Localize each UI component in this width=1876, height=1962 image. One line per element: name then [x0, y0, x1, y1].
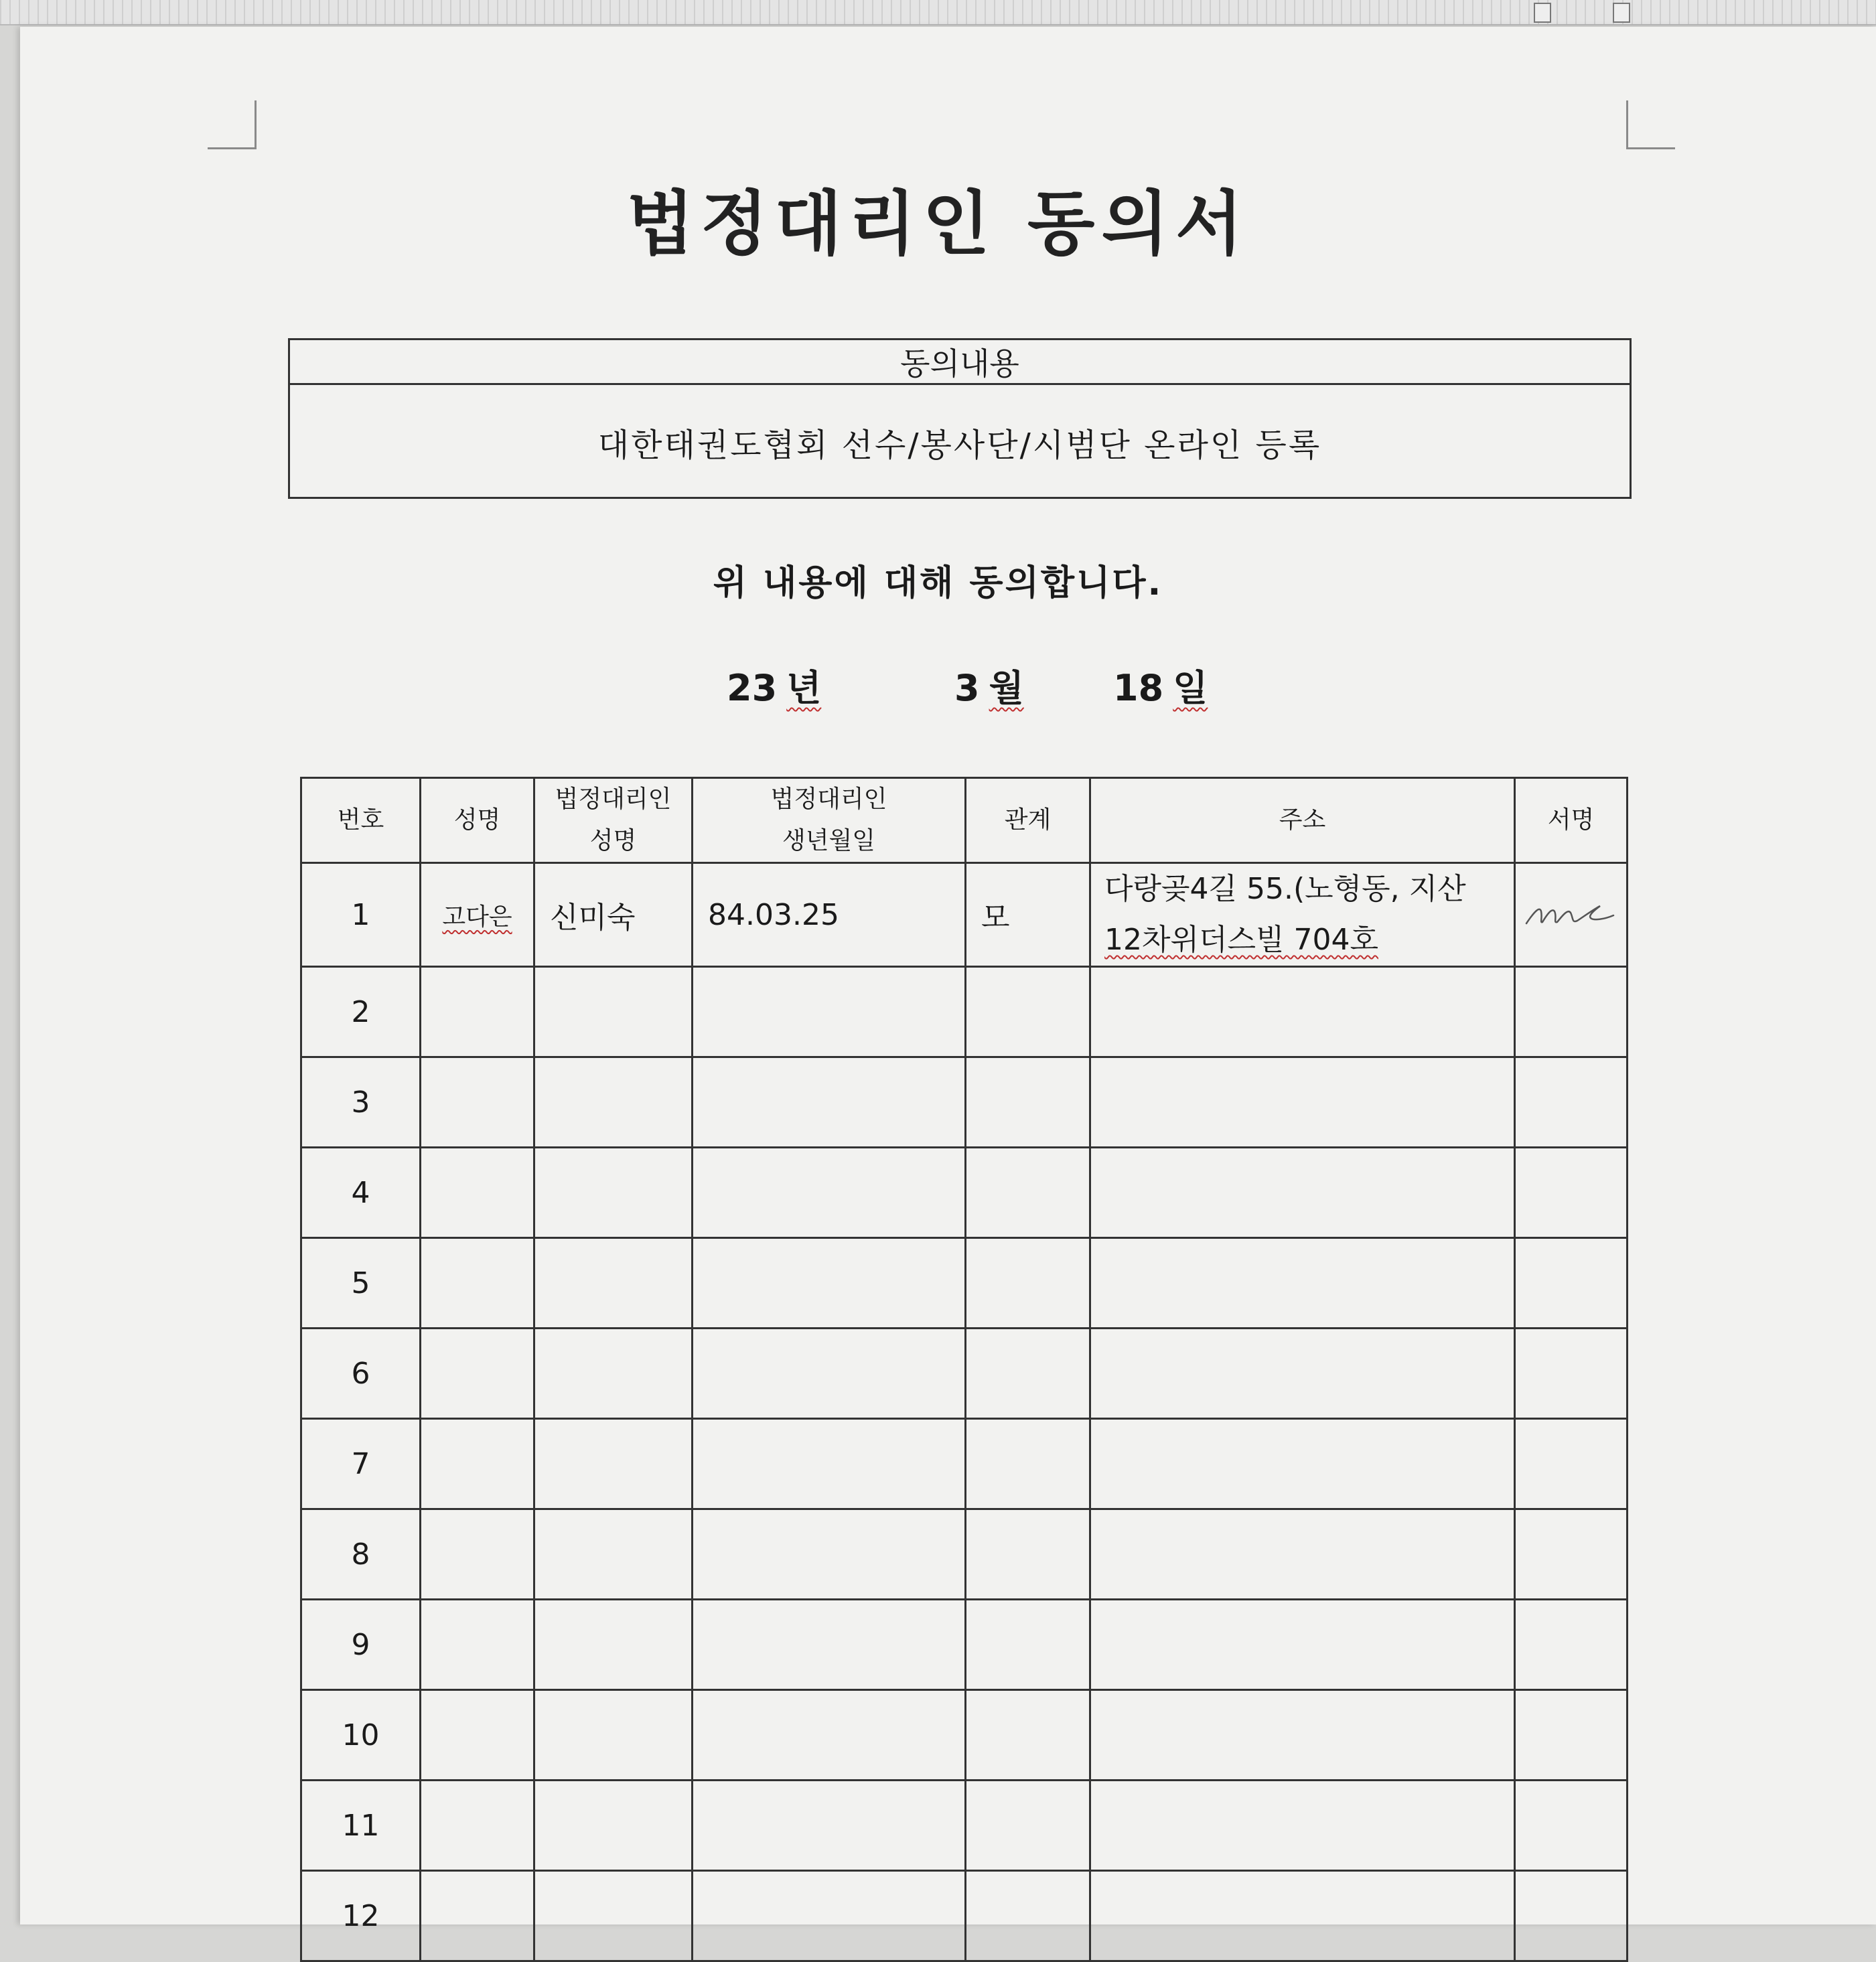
cell-relation[interactable]: [966, 1238, 1090, 1329]
cell-name[interactable]: [421, 1600, 534, 1690]
cell-number[interactable]: 6: [301, 1329, 421, 1419]
cell-name[interactable]: [421, 1781, 534, 1871]
cell-relation[interactable]: [966, 1600, 1090, 1690]
cell-name[interactable]: [421, 1148, 534, 1238]
date-year-unit: 년: [786, 667, 822, 709]
cell-address-line1: 다랑곶4길 55.(노형동, 지산: [1104, 872, 1466, 906]
document-title: 법정대리인 동의서: [626, 183, 1250, 265]
cell-number[interactable]: 1: [301, 863, 421, 967]
table-row: [301, 1781, 1628, 1871]
cell-relation[interactable]: [966, 1509, 1090, 1600]
header-guardian-name: [534, 778, 693, 863]
cell-signature[interactable]: [1515, 1057, 1628, 1148]
cell-guardian-name[interactable]: [534, 1148, 693, 1238]
cell-name[interactable]: [421, 863, 534, 967]
cell-guardian-birth[interactable]: [693, 1238, 966, 1329]
cell-guardian-birth[interactable]: 84.03.25: [693, 863, 966, 967]
consent-content-header: 동의내용: [290, 340, 1630, 385]
handwritten-signature: [1521, 891, 1621, 931]
header-relation: 관계: [966, 778, 1090, 863]
cell-address[interactable]: [1090, 1148, 1515, 1238]
cell-relation[interactable]: [966, 1690, 1090, 1781]
cell-guardian-name[interactable]: [534, 1781, 693, 1871]
table-row: [301, 1600, 1628, 1690]
cell-guardian-birth[interactable]: [693, 1690, 966, 1781]
table-row: [301, 1690, 1628, 1781]
date-day: [1113, 660, 1208, 711]
cell-signature[interactable]: [1515, 1690, 1628, 1781]
cell-name[interactable]: [421, 1871, 534, 1961]
cell-address[interactable]: [1090, 1057, 1515, 1148]
cell-number[interactable]: 12: [301, 1871, 421, 1961]
cell-relation[interactable]: [966, 1781, 1090, 1871]
cell-signature[interactable]: [1515, 1238, 1628, 1329]
date-month: [954, 660, 1024, 711]
date-year: [727, 660, 821, 711]
cell-guardian-birth[interactable]: [693, 1509, 966, 1600]
cell-relation[interactable]: [966, 1419, 1090, 1509]
cell-signature[interactable]: [1515, 1148, 1628, 1238]
date-day-value: 18: [1113, 667, 1164, 709]
cell-guardian-birth[interactable]: [693, 1148, 966, 1238]
date-month-unit: 월: [989, 667, 1024, 709]
cell-guardian-name[interactable]: [534, 1600, 693, 1690]
header-number: 번호: [301, 778, 421, 863]
agreement-statement: 위 내용에 대해 동의합니다.: [713, 563, 1163, 603]
cell-name[interactable]: [421, 1329, 534, 1419]
table-row: [301, 1238, 1628, 1329]
indent-marker[interactable]: [1534, 3, 1551, 23]
cell-signature[interactable]: [1515, 967, 1628, 1057]
cell-number[interactable]: 4: [301, 1148, 421, 1238]
table-row: [301, 1148, 1628, 1238]
consent-content-box: [288, 338, 1632, 499]
header-signature: 서명: [1515, 778, 1628, 863]
cell-guardian-name[interactable]: [534, 967, 693, 1057]
cell-guardian-birth[interactable]: [693, 1057, 966, 1148]
table-row: [301, 1329, 1628, 1419]
cell-address[interactable]: [1090, 863, 1515, 967]
cell-number[interactable]: 11: [301, 1781, 421, 1871]
header-guardian-birth-line1: 법정대리인: [770, 785, 887, 813]
cell-address[interactable]: [1090, 1781, 1515, 1871]
cell-guardian-birth[interactable]: [693, 1600, 966, 1690]
cell-guardian-birth[interactable]: [693, 1781, 966, 1871]
cell-relation[interactable]: [966, 1871, 1090, 1961]
cell-signature[interactable]: [1515, 1871, 1628, 1961]
header-guardian-name-line1: 법정대리인: [555, 785, 672, 813]
date-year-value: 23: [727, 667, 778, 709]
table-row: [301, 967, 1628, 1057]
cell-guardian-name[interactable]: [534, 1419, 693, 1509]
cell-address[interactable]: [1090, 1600, 1515, 1690]
date-month-value: 3: [954, 667, 980, 709]
header-name: 성명: [421, 778, 534, 863]
cell-relation[interactable]: [966, 1148, 1090, 1238]
cell-guardian-name[interactable]: [534, 1329, 693, 1419]
cell-signature[interactable]: [1515, 1781, 1628, 1871]
cell-name[interactable]: [421, 1509, 534, 1600]
cell-signature[interactable]: [1515, 863, 1628, 967]
cell-relation[interactable]: [966, 1057, 1090, 1148]
cell-number[interactable]: 8: [301, 1509, 421, 1600]
cell-relation[interactable]: [966, 1329, 1090, 1419]
cell-name[interactable]: [421, 967, 534, 1057]
header-guardian-birth-line2: 생년월일: [782, 827, 876, 854]
cell-number[interactable]: 7: [301, 1419, 421, 1509]
cell-guardian-birth[interactable]: [693, 1419, 966, 1509]
crop-mark-top-left: [208, 100, 257, 149]
horizontal-ruler[interactable]: [0, 0, 1876, 25]
cell-guardian-birth[interactable]: [693, 1871, 966, 1961]
cell-relation[interactable]: 모: [966, 863, 1090, 967]
table-row: [301, 1509, 1628, 1600]
cell-guardian-name[interactable]: [534, 1238, 693, 1329]
consent-roster-table: [300, 777, 1628, 1962]
cell-number[interactable]: 2: [301, 967, 421, 1057]
header-guardian-name-line2: 성명: [589, 827, 637, 854]
cell-address[interactable]: [1090, 1509, 1515, 1600]
cell-address-line2: 12차위더스빌 704호: [1104, 923, 1378, 957]
table-row: [301, 1419, 1628, 1509]
table-header-row: [301, 778, 1628, 863]
cell-address[interactable]: [1090, 1238, 1515, 1329]
cell-signature[interactable]: [1515, 1600, 1628, 1690]
cell-name[interactable]: [421, 1690, 534, 1781]
header-address: 주소: [1090, 778, 1515, 863]
cell-name[interactable]: [421, 1419, 534, 1509]
cell-name[interactable]: [421, 1238, 534, 1329]
cell-number[interactable]: 10: [301, 1690, 421, 1781]
cell-name-text: 고다은: [442, 903, 512, 931]
cell-guardian-name[interactable]: 신미숙: [534, 863, 693, 967]
cell-address[interactable]: [1090, 1329, 1515, 1419]
cell-signature[interactable]: [1515, 1329, 1628, 1419]
cell-name[interactable]: [421, 1057, 534, 1148]
crop-mark-top-right: [1626, 100, 1675, 149]
cell-signature[interactable]: [1515, 1509, 1628, 1600]
table-row: [301, 1057, 1628, 1148]
cell-number[interactable]: 3: [301, 1057, 421, 1148]
cell-address[interactable]: [1090, 967, 1515, 1057]
cell-signature[interactable]: [1515, 1419, 1628, 1509]
consent-content-body: 대한태권도협회 선수/봉사단/시범단 온라인 등록: [597, 426, 1322, 464]
right-margin-marker[interactable]: [1613, 3, 1630, 23]
cell-address[interactable]: [1090, 1690, 1515, 1781]
cell-guardian-birth[interactable]: [693, 1329, 966, 1419]
cell-guardian-name[interactable]: [534, 1057, 693, 1148]
cell-address[interactable]: [1090, 1419, 1515, 1509]
cell-address[interactable]: [1090, 1871, 1515, 1961]
cell-guardian-name[interactable]: [534, 1871, 693, 1961]
cell-number[interactable]: 9: [301, 1600, 421, 1690]
table-row: [301, 1871, 1628, 1961]
cell-relation[interactable]: [966, 967, 1090, 1057]
header-guardian-birth: [693, 778, 966, 863]
table-row: [301, 863, 1628, 967]
date-day-unit: 일: [1173, 667, 1208, 709]
cell-guardian-name[interactable]: [534, 1509, 693, 1600]
cell-guardian-birth[interactable]: [693, 967, 966, 1057]
cell-guardian-name[interactable]: [534, 1690, 693, 1781]
cell-number[interactable]: 5: [301, 1238, 421, 1329]
